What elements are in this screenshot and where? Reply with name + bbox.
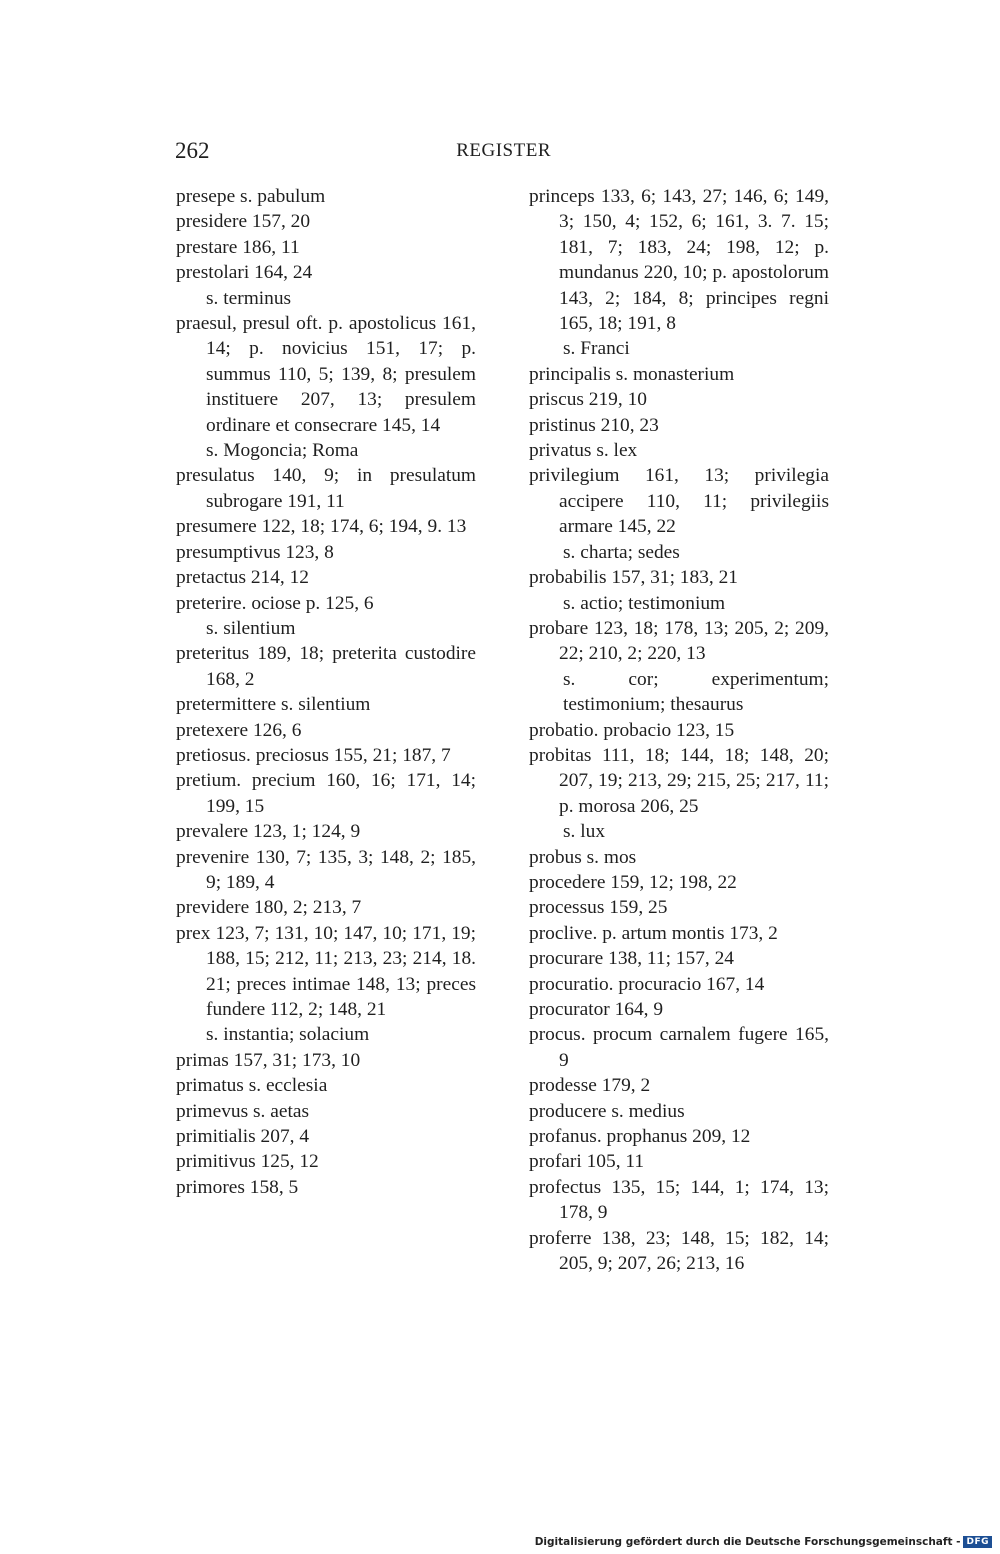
index-entry: primatus s. ecclesia (176, 1075, 328, 1097)
index-column-right (529, 184, 829, 1276)
index-entry: procurare 138, 11; 157, 24 (529, 948, 734, 970)
running-title: REGISTER (456, 140, 551, 161)
index-entry: previdere 180, 2; 213, 7 (176, 897, 362, 919)
cross-reference: s. instantia; solacium (206, 1024, 370, 1046)
index-entry: proclive. p. artum montis 173, 2 (529, 922, 778, 944)
index-entry: profari 105, 11 (529, 1151, 645, 1173)
cross-reference: s. lux (563, 821, 606, 843)
cross-reference: s. terminus (206, 287, 292, 309)
index-entry: praesul, presul oft. p. apostolicus 161, 14; p. novicius 151, 17; p. summus 110, 5; 139, 8; presulem instituere 207, 13; presulem ordinare et consecrare 145, 14 (176, 313, 476, 436)
cross-reference: s. charta; sedes (563, 541, 680, 563)
index-entry: prestolari 164, 24 (176, 262, 313, 284)
index-column-left (176, 184, 476, 1200)
index-entry: primores 158, 5 (176, 1176, 299, 1198)
digitization-footer (535, 1536, 992, 1548)
cross-reference: s. actio; testimonium (563, 592, 726, 614)
index-entry: priscus 219, 10 (529, 389, 647, 411)
index-entry: primitialis 207, 4 (176, 1126, 310, 1148)
index-entry: presepe s. pabulum (176, 186, 326, 207)
cross-reference: s. Mogoncia; Roma (206, 440, 359, 462)
index-entry: probabilis 157, 31; 183, 21 (529, 567, 738, 589)
index-entry: probatio. probacio 123, 15 (529, 719, 735, 741)
index-entry: presulatus 140, 9; in presulatum subrogare 191, 11 (176, 465, 476, 512)
index-entry: s. cor; experimentum; testimonium; thesaurus (563, 668, 829, 716)
index-entry: proferre 138, 23; 148, 15; 182, 14; 205, 9; 207, 26; 213, 16 (529, 1227, 829, 1275)
index-entry: profanus. prophanus 209, 12 (529, 1126, 751, 1148)
index-entry: producere s. medius (529, 1100, 685, 1122)
index-entry: preterire. ociose p. 125, 6 (176, 592, 374, 614)
dfg-logo: DFG (963, 1536, 992, 1548)
cross-reference: s. silentium (206, 617, 296, 639)
index-entry: profectus 135, 15; 144, 1; 174, 13; 178, 9 (529, 1176, 829, 1224)
cross-reference: s. Franci (563, 338, 630, 360)
index-entry: procurator 164, 9 (529, 999, 664, 1020)
index-entry: preteritus 189, 18; preterita custodire 168, 2 (176, 643, 476, 690)
index-entry: prodesse 179, 2 (529, 1075, 651, 1097)
index-entry: procuratio. procuracio 167, 14 (529, 973, 765, 995)
index-entry: procedere 159, 12; 198, 22 (529, 871, 737, 893)
index-entry: principalis s. monasterium (529, 363, 735, 385)
index-entry: pretexere 126, 6 (176, 719, 302, 741)
index-entry: presidere 157, 20 (176, 211, 311, 233)
footer-text: Digitalisierung gefördert durch die Deutsche Forschungsgemeinschaft - (534, 1536, 961, 1548)
index-entry: pretactus 214, 12 (176, 567, 310, 589)
page-number: 262 (175, 138, 210, 163)
page-header (175, 138, 551, 168)
index-entry: privatus s. lex (529, 440, 638, 462)
index-entry: probus s. mos (529, 846, 637, 868)
index-entry: procus. procum carnalem fugere 165, 9 (529, 1024, 829, 1071)
index-entry: primas 157, 31; 173, 10 (176, 1049, 361, 1071)
index-entry: primevus s. aetas (176, 1100, 310, 1122)
index-entry: pretermittere s. silentium (176, 694, 371, 716)
index-entry: prestare 186, 11 (176, 236, 300, 258)
index-entry: prevenire 130, 7; 135, 3; 148, 2; 185, 9; 189, 4 (176, 846, 476, 893)
index-entry: processus 159, 25 (529, 897, 668, 919)
index-entry: prex 123, 7; 131, 10; 147, 10; 171, 19; 188, 15; 212, 11; 213, 23; 214, 18. 21; preces intimae 148, 13; preces fundere 112, 2; 148, 21 (176, 922, 476, 1020)
index-entry: princeps 133, 6; 143, 27; 146, 6; 149, 3; 150, 4; 152, 6; 161, 3. 7. 15; 181, 7; 183, 24; 198, 12; p. mundanus 220, 10; p. apostolorum 143, 2; 184, 8; principes regni 165, 18; 191, 8 (529, 186, 829, 335)
index-entry: pretium. precium 160, 16; 171, 14; 199, 15 (176, 770, 476, 817)
index-entry: pretiosus. preciosus 155, 21; 187, 7 (176, 744, 451, 766)
index-entry: primitivus 125, 12 (176, 1151, 319, 1173)
index-entry: presumere 122, 18; 174, 6; 194, 9. 13 (176, 516, 467, 538)
index-entry: prevalere 123, 1; 124, 9 (176, 821, 361, 843)
index-entry: privilegium 161, 13; privilegia accipere 110, 11; privilegiis armare 145, 22 (529, 465, 829, 538)
index-entry: pristinus 210, 23 (529, 414, 659, 436)
index-entry: probitas 111, 18; 144, 18; 148, 20; 207, 19; 213, 29; 215, 25; 217, 11; p. morosa 206, 25 (529, 744, 829, 817)
index-entry: presumptivus 123, 8 (176, 541, 334, 563)
index-entry: probare 123, 18; 178, 13; 205, 2; 209, 22; 210, 2; 220, 13 (529, 617, 829, 665)
